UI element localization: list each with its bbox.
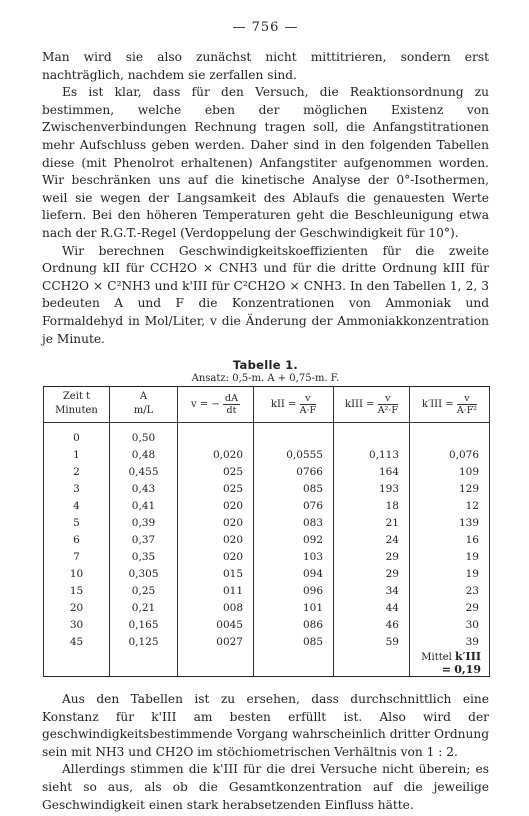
rate-cell: 0027 [178,633,254,650]
mittel-symbol: k′III = [441,650,481,677]
time-cell: 3 [44,480,110,497]
paragraph-3: Wir berechnen Geschwindigkeitskoeffizienten für die zweite Ordnung kII für CCH2O × CNH3 und für die dritte Ordnung kIII für CCH2O × C²NH3 und k'III für C²CH2O × CNH3. In den Tabellen 1, 2, 3 bedeuten A und F die Konzentrationen von Ammoniak und Formaldehyd in Mol/Liter, v die Änderung der Ammoniakkonzentration je Minute. [42,243,489,346]
table-subcaption: Ansatz: 0,5-m. A + 0,75-m. F. [191,373,340,385]
k3-prime-cell: 12 [410,497,490,514]
k3-cell: 29 [334,565,410,582]
time-cell [44,650,110,677]
mittel-label: Mittel [421,652,452,664]
time-cell: 15 [44,582,110,599]
k2-cell: 076 [254,497,334,514]
table-row [44,463,490,480]
time-cell: 10 [44,565,110,582]
k3-cell: 44 [334,599,410,616]
k2-cell: 0,0555 [254,446,334,463]
concentration-cell: 0,305 [110,565,178,582]
table-row [44,616,490,633]
concentration-cell: 0,165 [110,616,178,633]
rate-cell: 0,020 [178,446,254,463]
k2-cell: 085 [254,480,334,497]
k2-cell: 085 [254,633,334,650]
time-cell: 0 [44,423,110,447]
data-table [43,386,490,677]
k2-cell: 101 [254,599,334,616]
concentration-cell: 0,48 [110,446,178,463]
k3-cell: 46 [334,616,410,633]
k2-cell: 092 [254,531,334,548]
table-row [44,480,490,497]
k2-cell: 096 [254,582,334,599]
rate-cell: 008 [178,599,254,616]
rate-cell: 020 [178,548,254,565]
paragraph-4: Aus den Tabellen ist zu ersehen, dass durchschnittlich eine Konstanz für k'III am besten erfüllt ist. Also wird der geschwindigkeitsbestimmende Vorgang wahrscheinlich dritter Ordnung sein mit NH3 und CH2O im stöchiometrischen Verhältnis von 1 : 2. [42,692,489,759]
header-k2: kII = $\frac{v}{A\cdot F}$ [254,387,334,423]
header-concentration: A m/L [110,387,178,423]
table-body [44,423,490,677]
rate-cell [178,423,254,447]
table-row [44,633,490,650]
k3-cell: 21 [334,514,410,531]
concentration-cell: 0,455 [110,463,178,480]
k2-cell: 083 [254,514,334,531]
page-number: — 756 — [232,20,299,35]
rate-cell [178,650,254,677]
k3-prime-cell: 0,076 [410,446,490,463]
concentration-cell: 0,50 [110,423,178,447]
rate-cell: 0045 [178,616,254,633]
paragraph-5: Allerdings stimmen die k'III für die drei Versuche nicht überein; es sieht so aus, als ob die Gesamtkonzentration auf die jeweilige Geschwindigkeit einen stark herabsetzenden Einfluss hätte. [42,762,489,812]
rate-cell: 025 [178,463,254,480]
rate-cell: 025 [178,480,254,497]
k3-cell: 0,113 [334,446,410,463]
header-time: Zeit t Minuten [44,387,110,423]
paragraph-2: Es ist klar, dass für den Versuch, die Reaktionsordnung zu bestimmen, welche eben der möglichen Existenz von Zwischenverbindungen Rechnung tragen soll, die Anfangstitrationen mehr Aufschluss geben werden. Daher sind in den folgenden Tabellen diese (mit Phenolrot erhaltenen) Anfangstiter aufgenommen worden. Wir beschränken uns auf die kinetische Analyse der 0°-Isothermen, weil sie wegen der Langsamkeit des Ablaufs die genauesten Werte liefern. Bei den höheren Temperaturen geht die Beschleunigung etwa nach der R.G.T.-Regel (Verdoppelung der Geschwindigkeit für 10°). [42,85,489,240]
k3-cell [334,650,410,677]
k3-cell: 29 [334,548,410,565]
time-cell: 1 [44,446,110,463]
table-caption: Tabelle 1. [232,358,299,373]
table-row [44,514,490,531]
k3-prime-cell: 129 [410,480,490,497]
concentration-cell: 0,35 [110,548,178,565]
header-rate: v = − $\frac{dA}{dt}$ [178,387,254,423]
time-cell: 30 [44,616,110,633]
time-cell: 2 [44,463,110,480]
paragraph-1: Man wird sie also zunächst nicht mittitrieren, sondern erst nachträglich, nachdem sie zerfallen sind. [42,50,489,82]
rate-cell: 020 [178,514,254,531]
rate-cell: 015 [178,565,254,582]
k3-cell: 59 [334,633,410,650]
table-header-row [44,387,490,423]
k3-cell: 34 [334,582,410,599]
header-k3: kIII = $\frac{v}{\text{A²·F}}$ [334,387,410,423]
k3-cell: 164 [334,463,410,480]
concentration-cell [110,650,178,677]
rate-cell: 020 [178,497,254,514]
concentration-cell: 0,125 [110,633,178,650]
time-cell: 45 [44,633,110,650]
k3-prime-cell: 29 [410,599,490,616]
rate-cell: 011 [178,582,254,599]
k3-prime-cell: 39 [410,633,490,650]
table-row [44,599,490,616]
mittel-cell [410,650,490,677]
concentration-cell: 0,39 [110,514,178,531]
concentration-cell: 0,41 [110,497,178,514]
document-page [42,20,489,814]
table-row [44,446,490,463]
concentration-cell: 0,43 [110,480,178,497]
k3-prime-cell: 23 [410,582,490,599]
time-cell: 4 [44,497,110,514]
k2-cell [254,650,334,677]
k3-prime-cell: 19 [410,548,490,565]
concentration-cell: 0,25 [110,582,178,599]
k3-prime-cell [410,423,490,447]
k2-cell: 0766 [254,463,334,480]
time-cell: 20 [44,599,110,616]
k2-cell: 103 [254,548,334,565]
time-cell: 6 [44,531,110,548]
k3-cell: 24 [334,531,410,548]
k2-cell: 086 [254,616,334,633]
k2-cell [254,423,334,447]
table-row [44,548,490,565]
table-row [44,565,490,582]
table-row [44,423,490,447]
concentration-cell: 0,21 [110,599,178,616]
mittel-value: 0,19 [454,663,481,677]
table-row [44,531,490,548]
k3-prime-cell: 109 [410,463,490,480]
concentration-cell: 0,37 [110,531,178,548]
header-k3-prime: k′III = $\frac{v}{\text{A·F²}}$ [410,387,490,423]
table-row [44,582,490,599]
k3-prime-cell: 19 [410,565,490,582]
time-cell: 7 [44,548,110,565]
k3-prime-cell: 30 [410,616,490,633]
rate-cell: 020 [178,531,254,548]
k2-cell: 094 [254,565,334,582]
table-row [44,650,490,677]
table-row [44,497,490,514]
k3-cell [334,423,410,447]
time-cell: 5 [44,514,110,531]
k3-cell: 193 [334,480,410,497]
k3-cell: 18 [334,497,410,514]
k3-prime-cell: 139 [410,514,490,531]
k3-prime-cell: 16 [410,531,490,548]
